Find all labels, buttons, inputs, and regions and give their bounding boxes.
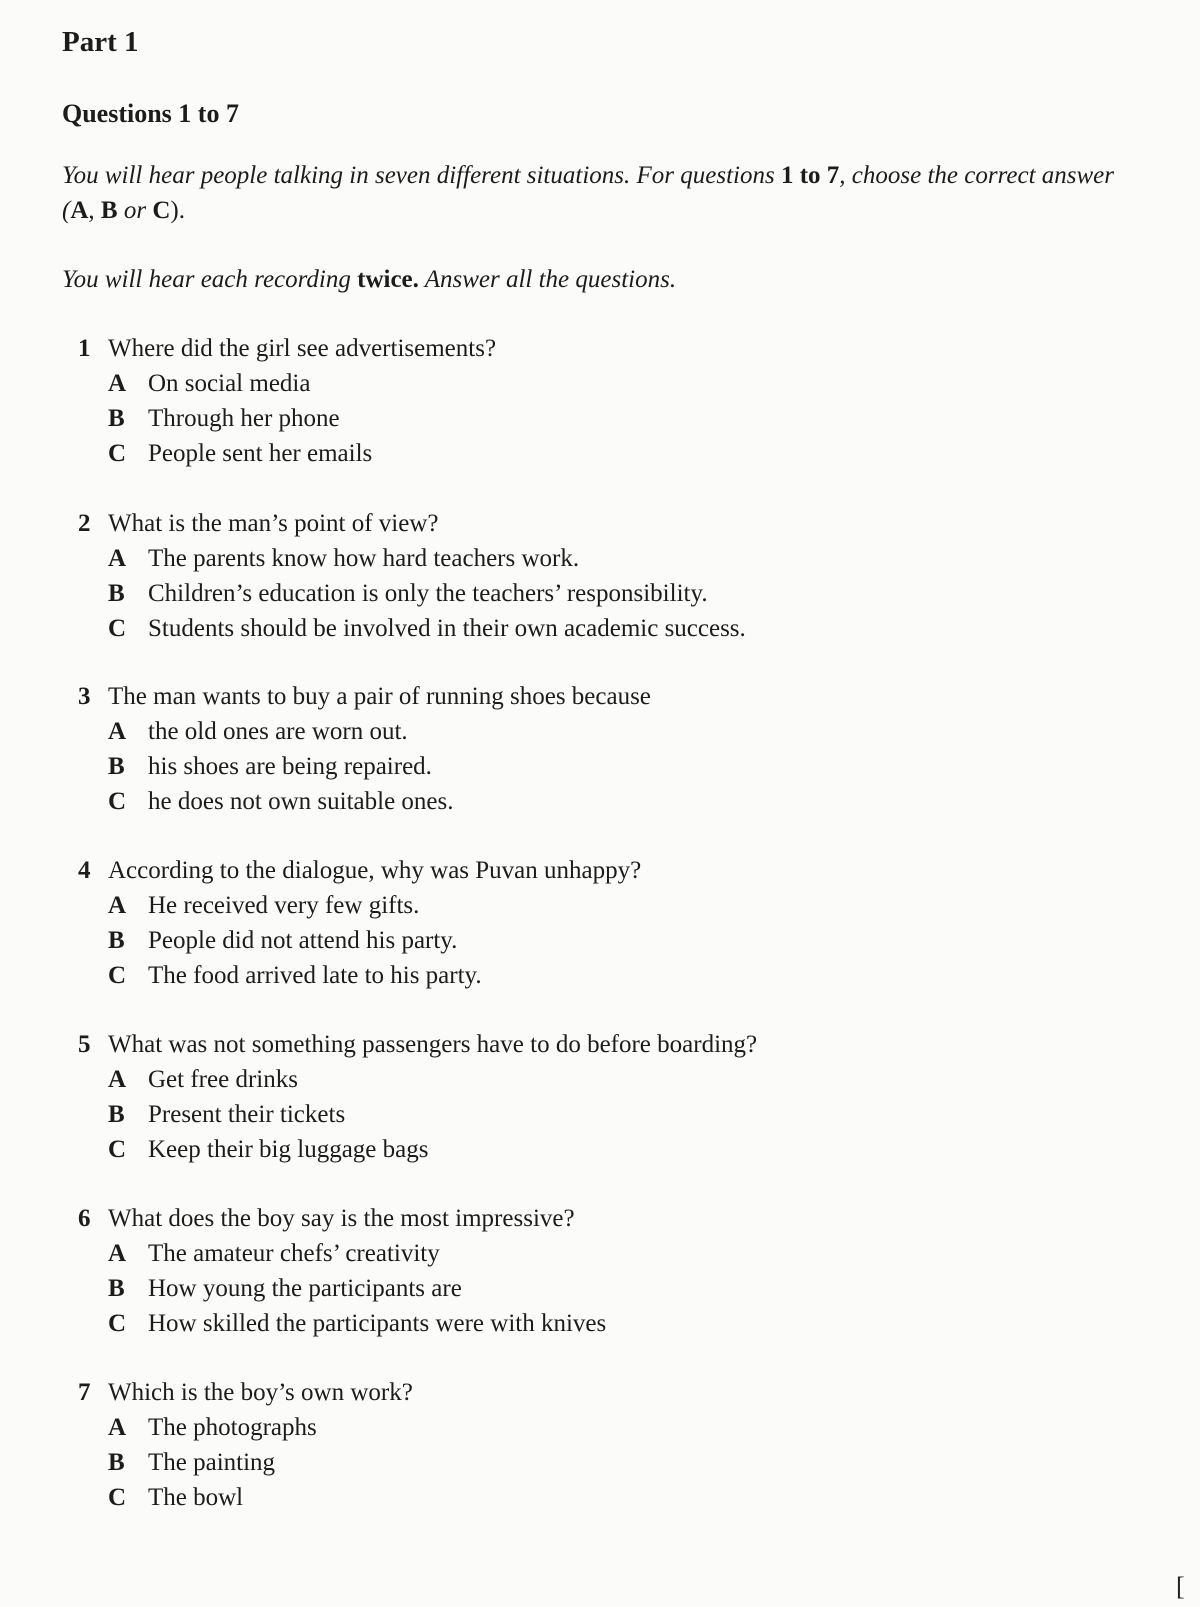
instructions-paragraph-2 [62, 262, 1152, 297]
option-letter: C [108, 615, 127, 642]
option-text: Through her phone [148, 405, 340, 432]
option-letter: C [108, 1310, 127, 1337]
option-letter: A [108, 1066, 127, 1093]
instruction-emphasis: B [100, 197, 118, 224]
question-6 [78, 1201, 1078, 1341]
option-letter: B [108, 1101, 125, 1128]
question-stem [78, 1201, 1078, 1236]
question-text: Which is the boy’s own work? [108, 1379, 413, 1406]
option-letter: B [108, 405, 125, 432]
option-text: The food arrived late to his party. [148, 962, 482, 989]
option-letter: C [108, 1136, 127, 1163]
option-b [108, 1271, 1078, 1306]
option-a [108, 888, 1078, 923]
question-text: Where did the girl see advertisements? [108, 335, 497, 362]
option-letter: A [108, 892, 127, 919]
option-text: Get free drinks [148, 1066, 298, 1093]
option-text: The parents know how hard teachers work. [148, 545, 580, 572]
question-4 [78, 853, 1078, 993]
instructions-paragraph-1 [62, 158, 1152, 228]
option-text: Present their tickets [148, 1101, 346, 1128]
option-c [108, 1306, 1078, 1341]
instruction-text: You will hear each recording [62, 266, 358, 293]
option-a [108, 1236, 1078, 1271]
question-1 [78, 331, 1078, 471]
option-text: Children’s education is only the teachers’ responsibility. [148, 580, 708, 607]
option-c [108, 1480, 1078, 1515]
option-text: How young the participants are [148, 1275, 462, 1302]
part-title: Part 1 [62, 26, 139, 58]
option-b [108, 576, 1078, 611]
option-letter: C [108, 1484, 127, 1511]
option-text: People did not attend his party. [148, 927, 458, 954]
question-number: 7 [78, 1379, 91, 1406]
option-letter: A [108, 1414, 127, 1441]
question-stem [78, 506, 1078, 541]
instruction-emphasis: 1 to 7 [780, 162, 840, 189]
option-text: The amateur chefs’ creativity [148, 1240, 440, 1267]
question-text: The man wants to buy a pair of running shoes because [108, 683, 651, 710]
instruction-text: , choose the correct answer ( [62, 162, 1114, 224]
question-stem [78, 1375, 1078, 1410]
option-text: the old ones are worn out. [148, 718, 408, 745]
option-b [108, 1097, 1078, 1132]
instruction-emphasis: C [152, 197, 171, 224]
question-2 [78, 506, 1078, 646]
question-stem [78, 1027, 1078, 1062]
option-b [108, 923, 1078, 958]
page-corner-bracket: [ [1176, 1572, 1185, 1601]
instruction-text: ). [170, 197, 185, 224]
option-letter: C [108, 440, 127, 467]
option-a [108, 1410, 1078, 1445]
option-c [108, 611, 1078, 646]
option-text: How skilled the participants were with knives [148, 1310, 607, 1337]
option-letter: B [108, 1449, 125, 1476]
instruction-text: , [88, 197, 101, 224]
question-stem [78, 679, 1078, 714]
questions-heading: Questions 1 to 7 [62, 99, 239, 128]
option-letter: C [108, 962, 127, 989]
instruction-text: Answer all the questions. [418, 266, 677, 293]
option-text: he does not own suitable ones. [148, 788, 454, 815]
option-letter: B [108, 1275, 125, 1302]
instruction-emphasis: twice. [357, 266, 419, 293]
question-number: 1 [78, 335, 91, 362]
question-text: What is the man’s point of view? [108, 510, 439, 537]
question-number: 4 [78, 857, 91, 884]
option-text: Students should be involved in their own academic success. [148, 615, 746, 642]
option-a [108, 366, 1078, 401]
option-letter: A [108, 718, 127, 745]
question-number: 2 [78, 510, 91, 537]
option-c [108, 784, 1078, 819]
option-c [108, 958, 1078, 993]
question-text: What was not something passengers have to do before boarding? [108, 1031, 758, 1058]
option-text: Keep their big luggage bags [148, 1136, 429, 1163]
option-text: The bowl [148, 1484, 244, 1511]
option-text: his shoes are being repaired. [148, 753, 432, 780]
option-letter: B [108, 753, 125, 780]
option-b [108, 749, 1078, 784]
option-a [108, 1062, 1078, 1097]
option-letter: A [108, 1240, 127, 1267]
option-c [108, 436, 1078, 471]
question-3 [78, 679, 1078, 819]
option-c [108, 1132, 1078, 1167]
option-letter: B [108, 927, 125, 954]
option-letter: A [108, 370, 127, 397]
question-5 [78, 1027, 1078, 1167]
option-letter: A [108, 545, 127, 572]
option-b [108, 1445, 1078, 1480]
question-stem [78, 331, 1078, 366]
option-text: People sent her emails [148, 440, 373, 467]
option-a [108, 541, 1078, 576]
option-text: He received very few gifts. [148, 892, 420, 919]
question-7 [78, 1375, 1078, 1515]
option-a [108, 714, 1078, 749]
option-text: The painting [148, 1449, 276, 1476]
instruction-text: You will hear people talking in seven different situations. For questions [62, 162, 781, 189]
option-letter: B [108, 580, 125, 607]
option-b [108, 401, 1078, 436]
option-text: The photographs [148, 1414, 317, 1441]
option-text: On social media [148, 370, 311, 397]
question-number: 6 [78, 1205, 91, 1232]
question-text: What does the boy say is the most impressive? [108, 1205, 575, 1232]
question-number: 5 [78, 1031, 91, 1058]
question-text: According to the dialogue, why was Puvan unhappy? [108, 857, 642, 884]
instruction-emphasis: A [70, 197, 89, 224]
option-letter: C [108, 788, 127, 815]
question-number: 3 [78, 683, 91, 710]
question-stem [78, 853, 1078, 888]
instruction-text: or [117, 197, 153, 224]
